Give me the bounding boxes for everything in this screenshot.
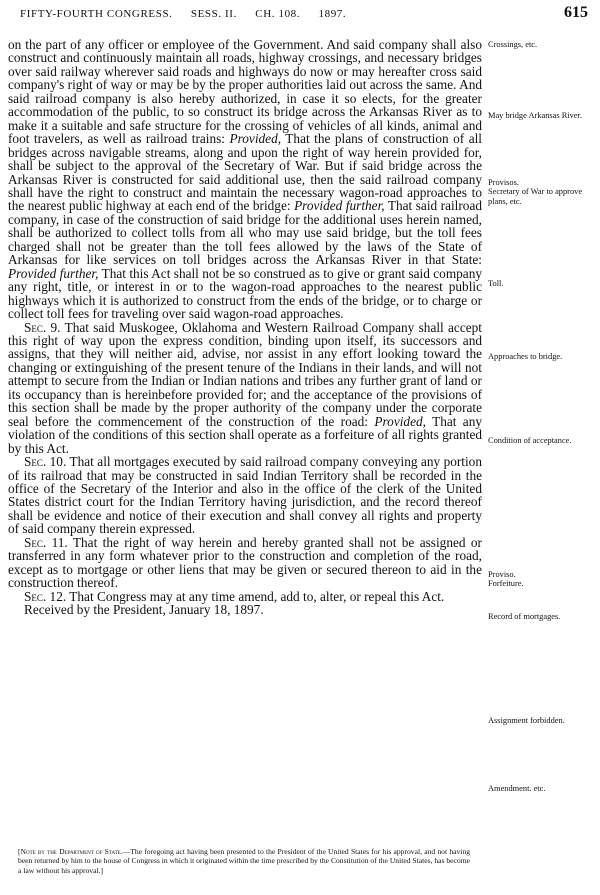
statute-body	[8, 38, 482, 616]
section-11	[8, 536, 482, 590]
footnote-heading: [Note by the Department of State.	[18, 847, 123, 856]
margin-note-forfeiture: Forfeiture.	[488, 579, 524, 588]
text-run: That the right of way herein and hereby granted shall not be assigned or transferred in any form whatever prior to the construction and completion of the road, except as to mortgage or other liens that may be given or secured thereon to aid in the construction thereof.	[8, 534, 482, 591]
margin-note-crossings: Crossings, etc.	[488, 40, 538, 49]
margin-note-proviso: Proviso.	[488, 570, 516, 579]
section-label: Sec. 11.	[24, 534, 68, 550]
margin-note-mortgages: Record of mortgages.	[488, 612, 561, 621]
margin-note-amendment: Amendment. etc.	[488, 784, 546, 793]
margin-note-toll: Toll.	[488, 279, 504, 288]
margin-note-assignment: Assignment forbidden.	[488, 716, 565, 725]
page-number: 615	[564, 4, 588, 21]
section-label: Sec. 12.	[24, 588, 67, 604]
section-label: Sec. 10.	[24, 454, 67, 470]
margin-note-approaches: Approaches to bridge.	[488, 352, 563, 361]
text-run: That all mortgages executed by said railroad company conveying any portion of its railroad that may be constructed in said Indian Territory shall be recorded in the office of the Secretary of the Interior and also in the office of the clerk of the United States district court for the Indian Territory having jurisdiction, and the record thereof shall be evidence and notice of their execution and shall convey all rights and property of said company therein expressed.	[8, 454, 482, 537]
proviso-italic: Provided,	[229, 131, 282, 147]
section-12	[8, 590, 482, 603]
section-label: Sec. 9.	[24, 319, 61, 335]
received-line: Received by the President, January 18, 1897.	[24, 602, 264, 618]
footnote	[18, 847, 470, 875]
section-9	[8, 321, 482, 456]
text-run: That the plans of construction of all bridges across navigable streams, along and upon the right of way herein provided for, shall be subject to the approval of the Secretary of War. But if said bridge across the Arkansas River is constructed for said additional use, then the said railroad company shall have the right to construct and maintain the necessary wagon-road approaches to the nearest public highway at each end of the bridge:	[8, 131, 482, 214]
margin-note-bridge: May bridge Arkansas River.	[488, 111, 582, 120]
margin-note-condition: Condition of acceptance.	[488, 436, 572, 445]
text-run: on the part of any officer or employee of the Government. And said company shall also construct and continuously maintain all roads, highway crossings, and necessary bridges over said railway wherever said roads and highways do now or may hereafter cross said company's right of way or may be by the proper authorities laid out across the same. And said railroad company is also hereby authorized, in case it so elects, for the greater accommodation of the public, to so construct its bridge across the Arkansas River as to make it a suitable and safe structure for the crossing of vehicles of all kinds, animal and foot travelers, as well as railroad trains:	[8, 37, 482, 147]
text-run: That this Act shall not be so construed as to give or grant said company any right, title, or interest in or to the wagon-road approaches to the nearest public highways which it is authorized to construct from the ends of the bridge, or to charge or collect toll fees for traveling over said wagon-road approaches.	[8, 265, 483, 322]
page-header	[14, 6, 592, 28]
margin-note-provisos: Provisos.	[488, 178, 519, 187]
section-10	[8, 455, 482, 536]
text-run: That said railroad company, in case of the construction of said bridge for the additional uses herein named, shall be authorized to collect tolls from all who may use said bridge, but the toll fees charged shall not be greater than the toll fees allowed by the laws of the State of Arkansas for like services on toll bridges across the Arkansas River in that State:	[8, 198, 483, 268]
session-label: SESS. II.	[190, 8, 237, 20]
paragraph-continuation	[8, 38, 482, 321]
text-run: That said Muskogee, Oklahoma and Western Railroad Company shall accept this right of way upon the express condition, binding upon itself, its successors and assigns, that they will neither aid, advise, nor assist in any effort looking toward the changing or extinguishing of the present tenure of the Indians in their lands, and will not attempt to secure from the Indian or Indian nations and tribes any further grant of land or its occupancy than is hereinbefore provided for; and the acceptance of the provisions of this section shall be made by the proper authority of the company under the corporate seal before the commencement of the construction of the road:	[8, 319, 482, 429]
proviso-italic: Provided,	[374, 413, 426, 429]
congress-label: FIFTY-FOURTH CONGRESS.	[20, 8, 173, 20]
text-run: That Congress may at any time amend, add to, alter, or repeal this Act.	[69, 588, 445, 604]
chapter-label: CH. 108.	[255, 8, 301, 20]
margin-note-secretary: Secretary of War to approve plans, etc.	[488, 187, 583, 206]
year-label: 1897.	[318, 8, 347, 20]
text-run: That any violation of the conditions of this section shall operate as a forfeiture of all rights granted by this Act.	[8, 413, 483, 456]
proviso-italic: Provided further,	[8, 265, 99, 281]
running-head	[20, 8, 361, 20]
proviso-italic: Provided further,	[294, 198, 385, 214]
footnote-text: —The foregoing act having been presented to the President of the United States for his approval, and not having been returned by him to the house of Congress in which it originated within the time prescribed by the Constitution of the United States, has become a law without his approval.]	[18, 847, 470, 875]
